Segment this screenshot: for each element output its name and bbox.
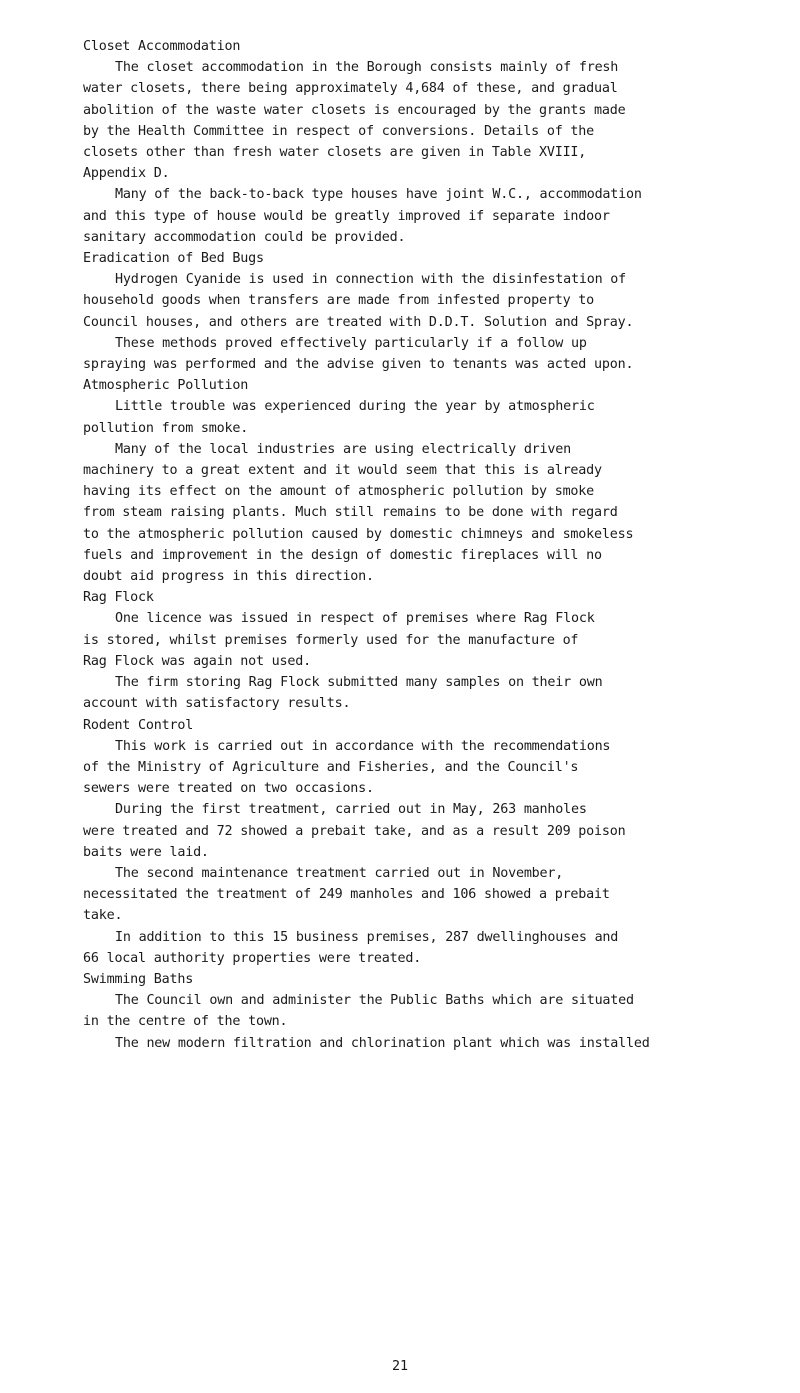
section-heading-closet-accommodation: Closet Accommodation bbox=[83, 39, 241, 54]
paragraph: The second maintenance treatment carried out in November, necessitated the treatment of 249 manholes and 106 showed a prebait take. bbox=[83, 865, 610, 924]
section-heading-rodent-control: Rodent Control bbox=[83, 717, 194, 733]
paragraph: In addition to this 15 business premises, 287 dwellinghouses and 66 local authority properties were treated. bbox=[83, 929, 619, 966]
paragraph: The new modern filtration and chlorination plant which was installed bbox=[115, 1035, 650, 1051]
page-number: 21 bbox=[391, 1359, 409, 1374]
section-heading-atmospheric-pollution: Atmospheric Pollution bbox=[83, 378, 249, 394]
paragraph: Hydrogen Cyanide is used in connection with the disinfestation of household goods when transfers are made from infested property to Council houses, and others are treated with D.D.T. Solution and Spray. bbox=[83, 272, 634, 330]
paragraph: During the first treatment, carried out in May, 263 manholes were treated and 72 showed a prebait take, and as a result 209 poison baits were laid. bbox=[83, 802, 626, 860]
paragraph: The firm storing Rag Flock submitted many samples on their own account with satisfactory results. bbox=[83, 675, 603, 712]
paragraph: Many of the local industries are using electrically driven machinery to a great extent and it would seem that this is already having its effect on the amount of atmospheric pollution by smoke from steam raising plants. Much still remains to be done with regard to the atmospheric pollution caused by domestic chimneys and smokeless fuels and improvement in the design of domestic fireplaces will no doubt aid progress in this direction. bbox=[83, 441, 634, 585]
paragraph: These methods proved effectively particularly if a follow up spraying was performed and the advise given to tenants was acted upon. bbox=[83, 335, 634, 373]
paragraph: Little trouble was experienced during the year by atmospheric pollution from smoke. bbox=[83, 399, 595, 436]
document-body bbox=[83, 36, 783, 1054]
paragraph: One licence was issued in respect of premises where Rag Flock is stored, whilst premises formerly used for the manufacture of Rag Flock was again not used. bbox=[83, 611, 595, 669]
section-heading-swimming-baths: Swimming Baths bbox=[83, 971, 194, 987]
section-heading-bed-bugs: Eradication of Bed Bugs bbox=[83, 251, 264, 267]
paragraph: Many of the back-to-back type houses have joint W.C., accommodation and this type of house would be greatly improved if separate indoor sanitary accommodation could be provided. bbox=[83, 187, 642, 245]
paragraph: This work is carried out in accordance with the recommendations of the Ministry of Agriculture and Fisheries, and the Council's sewers were treated on two occasions. bbox=[83, 738, 611, 797]
paragraph: The Council own and administer the Public Baths which are situated in the centre of the town. bbox=[83, 993, 634, 1030]
paragraph: The closet accommodation in the Borough consists mainly of fresh water closets, there being approximately 4,684 of these, and gradual abolition of the waste water closets is encouraged by the grants made by the Health Committee in respect of conversions. Details of the closets other than fresh water closets are given in Table XVIII, Appendix D. bbox=[83, 60, 626, 182]
section-heading-rag-flock: Rag Flock bbox=[83, 590, 154, 606]
